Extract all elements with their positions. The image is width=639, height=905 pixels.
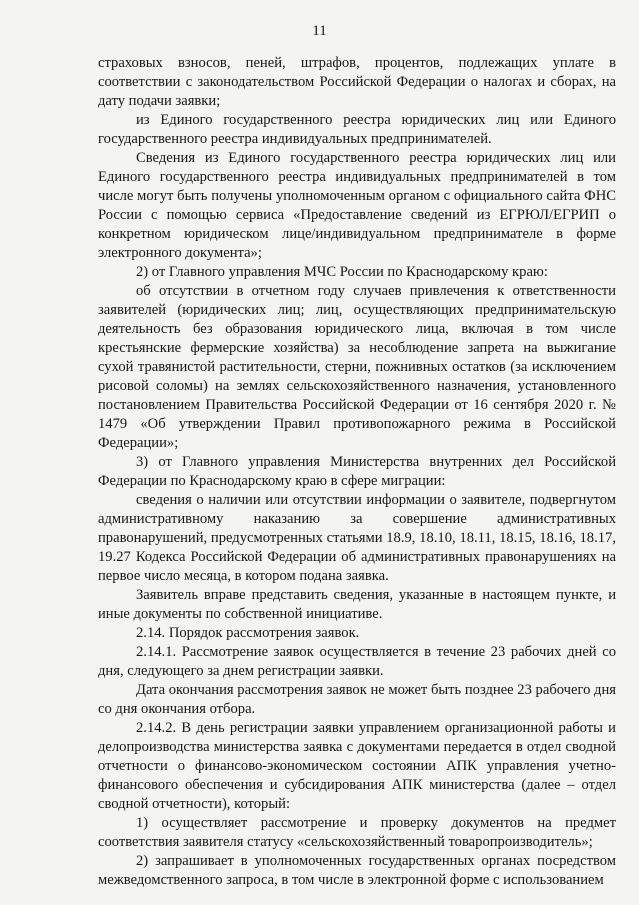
paragraph: 3) от Главного управления Министерства внутренних дел Российской Федерации по Краснодарскому краю в сфере миграции: [98,454,616,489]
paragraph: страховых взносов, пеней, штрафов, процентов, подлежащих уплате в соответствии с законодательством Российской Федерации о налогах и сборах, на дату подачи заявки; [98,55,616,109]
paragraph: 2.14.1. Рассмотрение заявок осуществляется в течение 23 рабочих дней со дня, следующего за днем регистрации заявки. [98,644,616,679]
paragraph: 2.14.2. В день регистрации заявки управлением организационной работы и делопроизводства министерства заявка с документами передается в отдел сводной отчетности о финансово-экономическом состоянии АПК управления учетно-финансового обеспечения и субсидирования АПК министерства (далее – отдел сводной отчетности), который: [98,720,616,812]
paragraph: 2) запрашивает в уполномоченных государственных органах посредством межведомственного запроса, в том числе в электронной форме с использованием [98,853,616,888]
paragraph: из Единого государственного реестра юридических лиц или Единого государственного реестра индивидуальных предпринимателей. [98,112,616,147]
paragraph: Заявитель вправе представить сведения, указанные в настоящем пункте, и иные документы по собственной инициативе. [98,587,616,622]
paragraph: об отсутствии в отчетном году случаев привлечения к ответственности заявителей (юридических лиц; лиц, осуществляющих предпринимательскую деятельность без образования юридического лица, включая в том числе крестьянские фермерские хозяйства) за несоблюдение запрета на выжигание сухой травянистой растительности, стерни, пожнивных остатков (за исключением рисовой соломы) на землях сельскохозяйственного назначения, установленного постановлением Правительства Российской Федерации от 16 сентября 2020 г. № 1479 «Об утверждении Правил противопожарного режима в Российской Федерации»; [98,283,616,451]
paragraph: 2.14. Порядок рассмотрения заявок. [136,625,360,641]
document-body [98,54,616,890]
page-number: 11 [312,23,327,39]
paragraph: сведения о наличии или отсутствии информации о заявителе, подвергнутом административному наказанию за совершение административных правонарушений, предусмотренных статьями 18.9, 18.10, 18.11, 18.15, 18.16, 18.17, 19.27 Кодекса Российской Федерации об административных правонарушениях на первое число месяца, в котором подана заявка. [98,492,616,584]
paragraph: Дата окончания рассмотрения заявок не может быть позднее 23 рабочего дня со дня окончания отбора. [98,682,616,717]
paragraph: 2) от Главного управления МЧС России по Краснодарскому краю: [136,264,548,280]
paragraph: Сведения из Единого государственного реестра юридических лиц или Единого государственного реестра индивидуальных предпринимателей в том числе могут быть получены уполномоченным органом с официального сайта ФНС России с помощью сервиса «Предоставление сведений из ЕГРЮЛ/ЕГРИП о конкретном юридическом лице/индивидуальном предпринимателе в форме электронного документа»; [98,150,616,261]
paragraph: 1) осуществляет рассмотрение и проверку документов на предмет соответствия заявителя статусу «сельскохозяйственный товаропроизводитель»; [98,815,616,850]
